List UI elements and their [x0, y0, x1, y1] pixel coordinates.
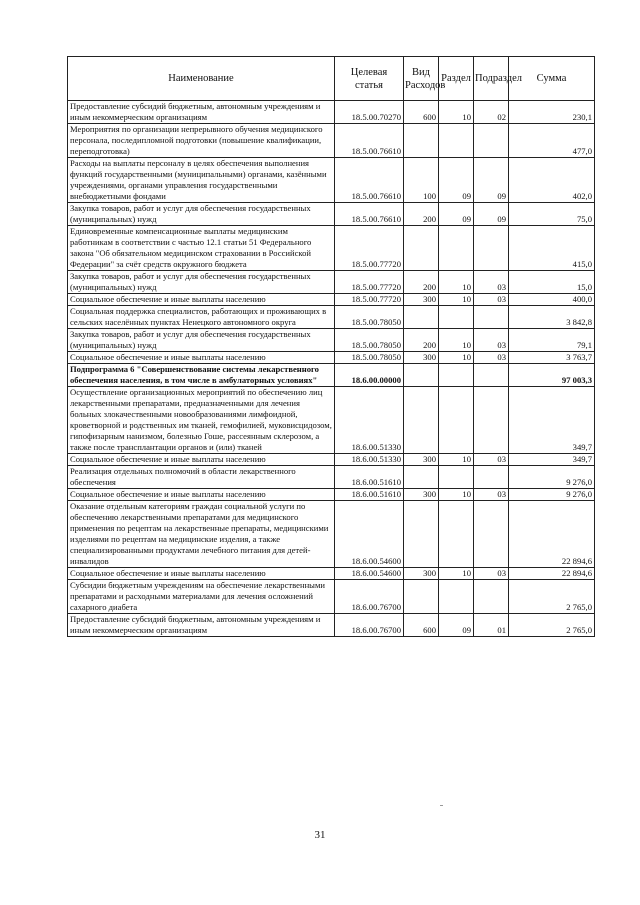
row-vid: 200 [404, 203, 439, 226]
row-podrazdel [474, 306, 509, 329]
row-razdel [439, 580, 474, 614]
table-row [68, 489, 595, 501]
row-vid [404, 124, 439, 158]
header-vid: Вид Расходов [404, 57, 439, 101]
row-sum: 79,1 [509, 329, 595, 352]
row-razdel [439, 226, 474, 271]
row-name: Социальная поддержка специалистов, работающих и проживающих в сельских населённых пунктах Ненецкого автономного округа [68, 306, 335, 329]
row-podrazdel: 03 [474, 568, 509, 580]
table-row [68, 466, 595, 489]
budget-table [67, 56, 595, 637]
table-row [68, 124, 595, 158]
row-target-code: 18.5.00.78050 [335, 329, 404, 352]
row-vid: 300 [404, 568, 439, 580]
header-name: Наименование [68, 57, 335, 101]
row-target-code: 18.5.00.76610 [335, 124, 404, 158]
row-vid: 300 [404, 454, 439, 466]
row-razdel: 10 [439, 329, 474, 352]
row-razdel: 09 [439, 614, 474, 637]
row-podrazdel: 03 [474, 329, 509, 352]
row-sum: 97 003,3 [509, 364, 595, 387]
row-razdel: 10 [439, 271, 474, 294]
row-target-code: 18.5.00.76610 [335, 203, 404, 226]
table-row [68, 101, 595, 124]
table-row [68, 501, 595, 568]
row-name: Закупка товаров, работ и услуг для обеспечения государственных (муниципальных) нужд [68, 203, 335, 226]
row-vid: 300 [404, 489, 439, 501]
row-vid [404, 226, 439, 271]
row-razdel [439, 466, 474, 489]
row-target-code: 18.6.00.51610 [335, 489, 404, 501]
row-podrazdel: 09 [474, 203, 509, 226]
row-name: Оказание отдельным категориям граждан социальной услуги по обеспечению лекарственными препаратами для медицинского применения по рецептам на лекарственные препараты, медицинскими изделиями по рецептам на медицинские изделия, а также специализированными продуктами лечебного питания для детей-инвалидов [68, 501, 335, 568]
row-podrazdel [474, 226, 509, 271]
header-target: Целевая статья [335, 57, 404, 101]
row-sum: 22 894,6 [509, 501, 595, 568]
row-target-code: 18.5.00.78050 [335, 306, 404, 329]
header-razdel: Раздел [439, 57, 474, 101]
row-target-code: 18.5.00.77720 [335, 271, 404, 294]
row-podrazdel: 03 [474, 454, 509, 466]
row-target-code: 18.6.00.51330 [335, 387, 404, 454]
row-podrazdel [474, 466, 509, 489]
row-name: Единовременные компенсационные выплаты медицинским работникам в соответствии с частью 12.1 статьи 51 Федерального закона "Об обязательном медицинском страховании в Российской Федерации" за счёт средств окружного бюджета [68, 226, 335, 271]
row-sum: 2 765,0 [509, 580, 595, 614]
table-row [68, 580, 595, 614]
row-razdel: 09 [439, 158, 474, 203]
row-podrazdel: 03 [474, 489, 509, 501]
row-name: Предоставление субсидий бюджетным, автономным учреждениям и иным некоммерческим организациям [68, 101, 335, 124]
row-target-code: 18.6.00.76700 [335, 614, 404, 637]
page-number: 31 [314, 829, 326, 841]
row-vid: 100 [404, 158, 439, 203]
table-row [68, 614, 595, 637]
row-sum: 400,0 [509, 294, 595, 306]
row-razdel [439, 387, 474, 454]
table-row [68, 226, 595, 271]
row-target-code: 18.6.00.54600 [335, 568, 404, 580]
row-razdel: 09 [439, 203, 474, 226]
row-target-code: 18.6.00.76700 [335, 580, 404, 614]
row-name: Социальное обеспечение и иные выплаты населению [68, 568, 335, 580]
row-vid [404, 306, 439, 329]
row-podrazdel: 01 [474, 614, 509, 637]
table-row [68, 271, 595, 294]
row-sum: 75,0 [509, 203, 595, 226]
row-target-code: 18.5.00.77720 [335, 294, 404, 306]
row-name: Социальное обеспечение и иные выплаты населению [68, 454, 335, 466]
row-podrazdel [474, 580, 509, 614]
row-name: Осуществление организационных мероприятий по обеспечению лиц лекарственными препаратами, предназначенными для лечения больных злокачественными новообразованиями лимфоидной, кроветворной и родственных им тканей, гемофилией, муковисцидозом, гипофизарным нанизмом, болезнью Гоше, рассеянным склерозом, а также после трансплантации органов и (или) тканей [68, 387, 335, 454]
row-name: Субсидии бюджетным учреждениям на обеспечение лекарственными препаратами и расходными материалами для лечения осложнений сахарного диабета [68, 580, 335, 614]
row-sum: 477,0 [509, 124, 595, 158]
scan-speck [440, 805, 443, 806]
row-target-code: 18.6.00.00000 [335, 364, 404, 387]
row-target-code: 18.5.00.77720 [335, 226, 404, 271]
table-body [68, 101, 595, 637]
row-razdel [439, 501, 474, 568]
row-razdel: 10 [439, 101, 474, 124]
row-sum: 22 894,6 [509, 568, 595, 580]
row-name: Расходы на выплаты персоналу в целях обеспечения выполнения функций государственными (муниципальными) органами, казёнными учреждениями, органами управления государственными внебюджетными фондами [68, 158, 335, 203]
header-podrazdel: Подраздел [474, 57, 509, 101]
table-row [68, 352, 595, 364]
row-name: Социальное обеспечение и иные выплаты населению [68, 489, 335, 501]
row-podrazdel [474, 364, 509, 387]
row-sum: 402,0 [509, 158, 595, 203]
table-header-row [68, 57, 595, 101]
row-vid: 200 [404, 329, 439, 352]
table-row [68, 294, 595, 306]
row-sum: 3 842,8 [509, 306, 595, 329]
row-razdel: 10 [439, 489, 474, 501]
row-sum: 9 276,0 [509, 489, 595, 501]
row-sum: 2 765,0 [509, 614, 595, 637]
row-vid: 300 [404, 352, 439, 364]
row-razdel: 10 [439, 454, 474, 466]
row-podrazdel: 03 [474, 352, 509, 364]
row-sum: 230,1 [509, 101, 595, 124]
row-razdel [439, 364, 474, 387]
row-vid [404, 580, 439, 614]
row-podrazdel: 09 [474, 158, 509, 203]
row-vid [404, 364, 439, 387]
row-sum: 3 763,7 [509, 352, 595, 364]
row-podrazdel [474, 124, 509, 158]
row-razdel: 10 [439, 568, 474, 580]
table-row [68, 329, 595, 352]
row-name: Мероприятия по организации непрерывного обучения медицинского персонала, последипломной подготовки (повышение квалификации, переподготовка) [68, 124, 335, 158]
row-razdel [439, 306, 474, 329]
row-vid [404, 466, 439, 489]
row-sum: 415,0 [509, 226, 595, 271]
row-razdel: 10 [439, 352, 474, 364]
row-razdel: 10 [439, 294, 474, 306]
row-sum: 9 276,0 [509, 466, 595, 489]
table-row [68, 364, 595, 387]
row-podrazdel [474, 387, 509, 454]
row-name: Реализация отдельных полномочий в области лекарственного обеспечения [68, 466, 335, 489]
row-razdel [439, 124, 474, 158]
row-vid: 600 [404, 614, 439, 637]
row-podrazdel: 02 [474, 101, 509, 124]
table-row [68, 568, 595, 580]
row-name: Закупка товаров, работ и услуг для обеспечения государственных (муниципальных) нужд [68, 271, 335, 294]
row-podrazdel: 03 [474, 294, 509, 306]
table-row [68, 454, 595, 466]
row-vid: 600 [404, 101, 439, 124]
row-podrazdel: 03 [474, 271, 509, 294]
row-sum: 349,7 [509, 387, 595, 454]
table-row [68, 158, 595, 203]
row-vid: 300 [404, 294, 439, 306]
row-name: Социальное обеспечение и иные выплаты населению [68, 352, 335, 364]
table-row [68, 387, 595, 454]
row-target-code: 18.5.00.76610 [335, 158, 404, 203]
row-name: Закупка товаров, работ и услуг для обеспечения государственных (муниципальных) нужд [68, 329, 335, 352]
row-name: Предоставление субсидий бюджетным, автономным учреждениям и иным некоммерческим организациям [68, 614, 335, 637]
table-row [68, 306, 595, 329]
row-target-code: 18.6.00.54600 [335, 501, 404, 568]
row-name: Социальное обеспечение и иные выплаты населению [68, 294, 335, 306]
row-vid [404, 387, 439, 454]
table-row [68, 203, 595, 226]
row-vid [404, 501, 439, 568]
row-vid: 200 [404, 271, 439, 294]
row-name: Подпрограмма 6 "Совершенствование системы лекарственного обеспечения населения, в том числе в амбулаторных условиях" [68, 364, 335, 387]
row-target-code: 18.5.00.78050 [335, 352, 404, 364]
header-summa: Сумма [509, 57, 595, 101]
row-target-code: 18.6.00.51330 [335, 454, 404, 466]
row-podrazdel [474, 501, 509, 568]
row-target-code: 18.6.00.51610 [335, 466, 404, 489]
row-sum: 349,7 [509, 454, 595, 466]
row-target-code: 18.5.00.70270 [335, 101, 404, 124]
row-sum: 15,0 [509, 271, 595, 294]
